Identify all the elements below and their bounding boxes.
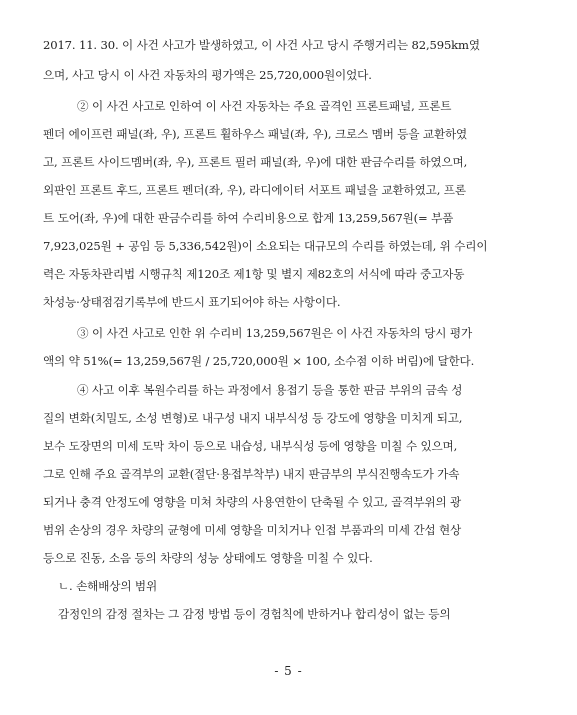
paragraph-line: 고, 프론트 사이드멤버(좌, 우), 프론트 필러 패널(좌, 우)에 대한 판금수리를 하였으며, <box>43 155 468 169</box>
paragraph-line: 액의 약 51%(= 13,259,567원 / 25,720,000원 × 100, 소수점 이하 버림)에 달한다. <box>43 354 475 368</box>
paragraph-line: 트 도어(좌, 우)에 대한 판금수리를 하여 수리비용으로 합계 13,259,567원(= 부품 <box>43 211 454 225</box>
paragraph-line: 차성능·상태점검기록부에 반드시 표기되어야 하는 사항이다. <box>43 295 341 309</box>
paragraph-line: ③ 이 사건 사고로 인한 위 수리비 13,259,567원은 이 사건 자동차의 당시 평가 <box>77 326 472 340</box>
paragraph-line: ② 이 사건 사고로 인하여 이 사건 자동차는 주요 골격인 프론트패널, 프론트 <box>77 99 452 113</box>
paragraph-line: 등으로 진동, 소음 등의 차량의 성능 상태에도 영향을 미칠 수 있다. <box>43 551 373 565</box>
paragraph-line: 보수 도장면의 미세 도막 차이 등으로 내습성, 내부식성 등에 영향을 미칠 수 있으며, <box>43 439 458 453</box>
paragraph-line: 되거나 충격 안정도에 영향을 미쳐 차량의 사용연한이 단축될 수 있고, 골격부위의 광 <box>43 495 462 509</box>
paragraph-line: 력은 자동차관리법 시행규칙 제120조 제1항 및 별지 제82호의 서식에 따라 중고자동 <box>43 267 465 281</box>
section-heading: ㄴ. 손해배상의 범위 <box>58 579 158 593</box>
paragraph-line: 2017. 11. 30. 이 사건 사고가 발생하였고, 이 사건 사고 당시 주행거리는 82,595km였 <box>43 38 480 52</box>
paragraph-line: 펜더 에이프런 패널(좌, 우), 프론트 휠하우스 패널(좌, 우), 크로스 멤버 등을 교환하였 <box>43 127 468 141</box>
paragraph-line: 질의 변화(치밀도, 소성 변형)로 내구성 내지 내부식성 등 강도에 영향을 미치게 되고, <box>43 411 463 425</box>
paragraph-line: 그로 인해 주요 골격부의 교환(절단·용접부착부) 내지 판금부의 부식진행속도가 가속 <box>43 467 460 481</box>
paragraph-line: 외판인 프론트 후드, 프론트 펜더(좌, 우), 라디에이터 서포트 패널을 교환하였고, 프론 <box>43 183 466 197</box>
paragraph-line: 7,923,025원 + 공임 등 5,336,542원)이 소요되는 대규모의 수리를 하였는데, 위 수리이 <box>43 239 488 253</box>
paragraph-line: 범위 손상의 경우 차량의 균형에 미세 영향을 미치거나 인접 부품과의 미세 간섭 현상 <box>43 523 462 537</box>
paragraph-line: 으며, 사고 당시 이 사건 자동차의 평가액은 25,720,000원이었다. <box>43 68 372 82</box>
paragraph-line: ④ 사고 이후 복원수리를 하는 과정에서 용접기 등을 통한 판금 부위의 금속 성 <box>77 383 463 397</box>
paragraph-line: 감정인의 감정 절차는 그 감정 방법 등이 경험칙에 반하거나 합리성이 없는 등의 <box>58 607 451 621</box>
page-number: - 5 - <box>274 664 303 678</box>
